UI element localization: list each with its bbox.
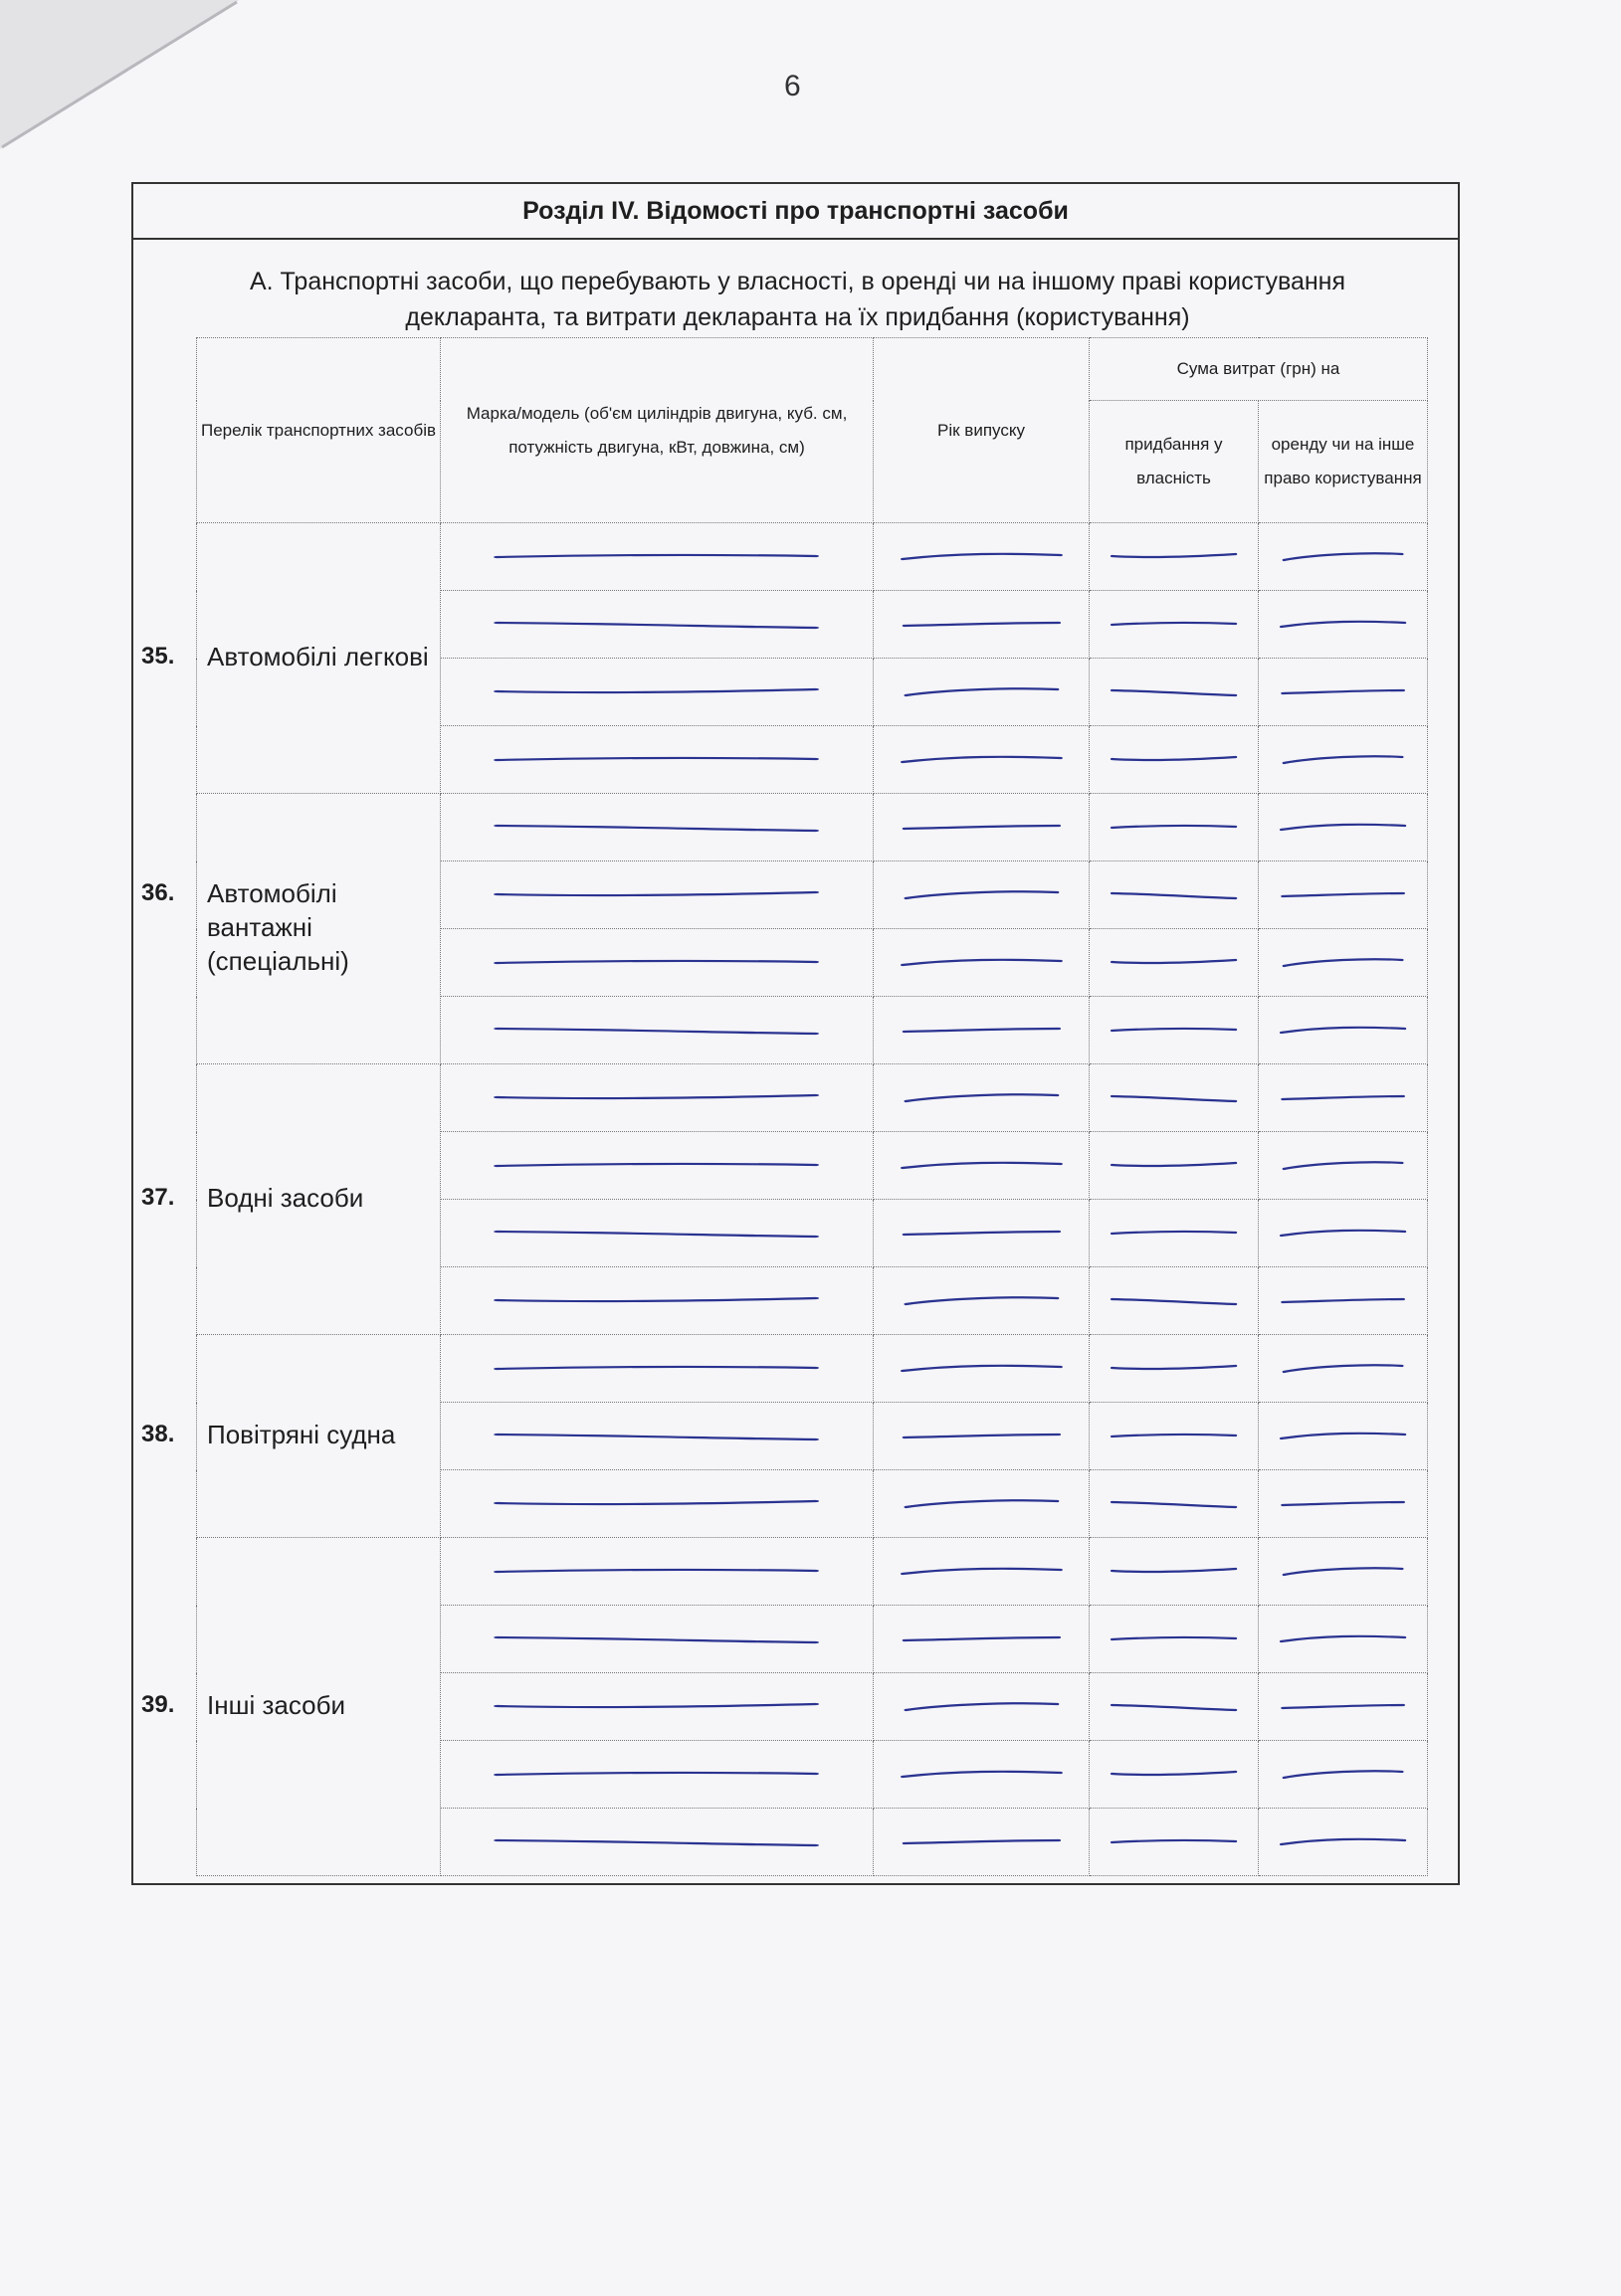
- empty-cell: [874, 794, 1090, 861]
- handwritten-dash-mark: [1276, 748, 1410, 772]
- handwritten-dash-mark: [896, 1492, 1068, 1516]
- empty-cell: [1259, 1335, 1428, 1403]
- empty-cell: [441, 861, 874, 929]
- empty-cell: [441, 1335, 874, 1403]
- handwritten-dash-mark: [896, 1154, 1068, 1178]
- category-number: 35.: [141, 642, 175, 670]
- handwritten-dash-mark: [1107, 1086, 1241, 1110]
- table-row: [197, 794, 1428, 861]
- category-number: 36.: [141, 878, 175, 906]
- empty-cell: [1090, 1200, 1259, 1267]
- category-cell: [141, 1538, 441, 1876]
- empty-cell: [874, 1403, 1090, 1470]
- section-title: Розділ IV. Відомості про транспортні засоби: [133, 184, 1458, 240]
- empty-cell: [1090, 591, 1259, 659]
- empty-cell: [1259, 1132, 1428, 1200]
- handwritten-dash-mark: [1107, 951, 1241, 975]
- empty-cell: [1090, 1809, 1259, 1876]
- handwritten-dash-mark: [896, 1357, 1068, 1381]
- handwritten-dash-mark: [1107, 1154, 1241, 1178]
- header-expenses-group: Сума витрат (грн) на: [1090, 338, 1428, 401]
- empty-cell: [1259, 726, 1428, 794]
- empty-cell: [441, 1538, 874, 1606]
- empty-cell: [1090, 1403, 1259, 1470]
- handwritten-dash-mark: [1107, 1627, 1241, 1651]
- handwritten-dash-mark: [1107, 545, 1241, 569]
- handwritten-dash-mark: [484, 1154, 829, 1178]
- empty-cell: [441, 1809, 874, 1876]
- section-frame: [131, 182, 1460, 1885]
- handwritten-dash-mark: [484, 1830, 829, 1854]
- empty-cell: [1090, 1064, 1259, 1132]
- handwritten-dash-mark: [896, 1627, 1068, 1651]
- empty-cell: [874, 861, 1090, 929]
- empty-cell: [1259, 1673, 1428, 1741]
- handwritten-dash-mark: [1276, 883, 1410, 907]
- empty-cell: [441, 1741, 874, 1809]
- empty-cell: [874, 1267, 1090, 1335]
- handwritten-dash-mark: [896, 1425, 1068, 1448]
- empty-cell: [441, 1200, 874, 1267]
- category-label: 37. Водні засоби: [141, 1182, 364, 1213]
- empty-cell: [441, 1064, 874, 1132]
- handwritten-dash-mark: [1276, 680, 1410, 704]
- empty-cell: [1259, 1470, 1428, 1538]
- empty-cell: [1259, 1200, 1428, 1267]
- handwritten-dash-mark: [1107, 1019, 1241, 1043]
- empty-cell: [441, 929, 874, 997]
- empty-cell: [1259, 861, 1428, 929]
- empty-cell: [441, 1403, 874, 1470]
- handwritten-dash-mark: [896, 1695, 1068, 1719]
- empty-cell: [874, 523, 1090, 591]
- subtitle-letter: А: [249, 268, 267, 295]
- empty-cell: [874, 1809, 1090, 1876]
- empty-cell: [1259, 929, 1428, 997]
- header-list: Перелік транспортних засобів: [197, 338, 441, 523]
- empty-cell: [441, 997, 874, 1064]
- empty-cell: [1259, 1606, 1428, 1673]
- empty-cell: [874, 659, 1090, 726]
- empty-cell: [1259, 1809, 1428, 1876]
- empty-cell: [1090, 1538, 1259, 1606]
- category-label: 35. Автомобілі легкові: [141, 641, 429, 671]
- handwritten-dash-mark: [484, 1763, 829, 1787]
- empty-cell: [441, 1470, 874, 1538]
- category-cell: [141, 1335, 441, 1538]
- handwritten-dash-mark: [1107, 680, 1241, 704]
- handwritten-dash-mark: [1276, 1627, 1410, 1651]
- handwritten-dash-mark: [1107, 1763, 1241, 1787]
- empty-cell: [1090, 1606, 1259, 1673]
- empty-cell: [441, 1606, 874, 1673]
- handwritten-dash-mark: [1276, 1086, 1410, 1110]
- empty-cell: [1090, 929, 1259, 997]
- empty-cell: [1090, 1267, 1259, 1335]
- table-row: [197, 1538, 1428, 1606]
- handwritten-dash-mark: [1107, 883, 1241, 907]
- handwritten-dash-mark: [1107, 613, 1241, 637]
- category-label: 38. Повітряні судна: [141, 1419, 396, 1449]
- handwritten-dash-mark: [896, 748, 1068, 772]
- handwritten-dash-mark: [1107, 1425, 1241, 1448]
- handwritten-dash-mark: [1276, 1289, 1410, 1313]
- section-subtitle: [183, 264, 1412, 335]
- category-number: 37.: [141, 1183, 175, 1211]
- empty-cell: [874, 1538, 1090, 1606]
- handwritten-dash-mark: [484, 1019, 829, 1043]
- empty-cell: [1090, 726, 1259, 794]
- handwritten-dash-mark: [1276, 1425, 1410, 1448]
- empty-cell: [1259, 1538, 1428, 1606]
- empty-cell: [441, 1267, 874, 1335]
- empty-cell: [441, 591, 874, 659]
- handwritten-dash-mark: [484, 1627, 829, 1651]
- handwritten-dash-mark: [1107, 1222, 1241, 1245]
- handwritten-dash-mark: [1107, 1830, 1241, 1854]
- empty-cell: [1090, 523, 1259, 591]
- handwritten-dash-mark: [1276, 1222, 1410, 1245]
- empty-cell: [441, 726, 874, 794]
- empty-cell: [1259, 523, 1428, 591]
- handwritten-dash-mark: [1107, 748, 1241, 772]
- empty-cell: [1090, 861, 1259, 929]
- empty-cell: [874, 591, 1090, 659]
- handwritten-dash-mark: [484, 1492, 829, 1516]
- handwritten-dash-mark: [1276, 951, 1410, 975]
- category-cell: [141, 1064, 441, 1335]
- empty-cell: [441, 1673, 874, 1741]
- category-cell: [141, 523, 441, 794]
- empty-cell: [441, 1132, 874, 1200]
- empty-cell: [1259, 794, 1428, 861]
- handwritten-dash-mark: [484, 680, 829, 704]
- handwritten-dash-mark: [896, 1289, 1068, 1313]
- empty-cell: [1259, 1267, 1428, 1335]
- handwritten-dash-mark: [896, 1830, 1068, 1854]
- table-row: [197, 1335, 1428, 1403]
- handwritten-dash-mark: [484, 613, 829, 637]
- handwritten-dash-mark: [1276, 545, 1410, 569]
- handwritten-dash-mark: [1276, 1830, 1410, 1854]
- handwritten-dash-mark: [1276, 1763, 1410, 1787]
- handwritten-dash-mark: [896, 613, 1068, 637]
- handwritten-dash-mark: [484, 883, 829, 907]
- handwritten-dash-mark: [896, 680, 1068, 704]
- vehicles-table: [141, 337, 1428, 1876]
- empty-cell: [1090, 659, 1259, 726]
- handwritten-dash-mark: [1276, 1560, 1410, 1584]
- empty-cell: [1259, 591, 1428, 659]
- empty-cell: [1090, 997, 1259, 1064]
- category-cell: [141, 794, 441, 1064]
- page-number: 6: [784, 70, 801, 102]
- header-year: Рік випуску: [874, 338, 1090, 523]
- empty-cell: [874, 1741, 1090, 1809]
- empty-cell: [441, 659, 874, 726]
- empty-cell: [874, 1673, 1090, 1741]
- empty-cell: [1090, 1470, 1259, 1538]
- empty-cell: [1259, 1741, 1428, 1809]
- empty-cell: [874, 1470, 1090, 1538]
- header-brand: Марка/модель (об'єм циліндрів двигуна, куб. см, потужність двигуна, кВт, довжина, см): [441, 338, 874, 523]
- handwritten-dash-mark: [896, 1763, 1068, 1787]
- table-row: [197, 1064, 1428, 1132]
- handwritten-dash-mark: [896, 1560, 1068, 1584]
- handwritten-dash-mark: [1276, 1695, 1410, 1719]
- handwritten-dash-mark: [484, 1086, 829, 1110]
- table-body: [141, 523, 1428, 1876]
- empty-cell: [1090, 1335, 1259, 1403]
- empty-cell: [1259, 659, 1428, 726]
- category-label: 36. Автомобілі вантажні (спеціальні): [141, 877, 349, 976]
- handwritten-dash-mark: [896, 816, 1068, 840]
- handwritten-dash-mark: [896, 1222, 1068, 1245]
- handwritten-dash-mark: [896, 1019, 1068, 1043]
- page-corner-fold: [0, 0, 259, 169]
- empty-cell: [1090, 1741, 1259, 1809]
- empty-cell: [874, 1064, 1090, 1132]
- handwritten-dash-mark: [484, 1357, 829, 1381]
- handwritten-dash-mark: [896, 951, 1068, 975]
- category-label: 39. Інші засоби: [141, 1689, 345, 1720]
- handwritten-dash-mark: [484, 545, 829, 569]
- handwritten-dash-mark: [484, 1222, 829, 1245]
- handwritten-dash-mark: [1276, 816, 1410, 840]
- handwritten-dash-mark: [1107, 1560, 1241, 1584]
- empty-cell: [441, 794, 874, 861]
- empty-cell: [874, 1335, 1090, 1403]
- handwritten-dash-mark: [896, 883, 1068, 907]
- empty-cell: [1090, 1132, 1259, 1200]
- handwritten-dash-mark: [484, 748, 829, 772]
- category-number: 39.: [141, 1690, 175, 1718]
- handwritten-dash-mark: [484, 816, 829, 840]
- handwritten-dash-mark: [1276, 613, 1410, 637]
- handwritten-dash-mark: [1276, 1357, 1410, 1381]
- handwritten-dash-mark: [1107, 1695, 1241, 1719]
- handwritten-dash-mark: [896, 545, 1068, 569]
- handwritten-dash-mark: [1107, 1357, 1241, 1381]
- header-purchase: придбання у власність: [1090, 401, 1259, 523]
- empty-cell: [874, 997, 1090, 1064]
- empty-cell: [1259, 1064, 1428, 1132]
- handwritten-dash-mark: [1107, 816, 1241, 840]
- handwritten-dash-mark: [484, 1425, 829, 1448]
- empty-cell: [441, 523, 874, 591]
- handwritten-dash-mark: [1107, 1492, 1241, 1516]
- handwritten-dash-mark: [484, 951, 829, 975]
- table-row: [197, 523, 1428, 591]
- category-number: 38.: [141, 1420, 175, 1447]
- empty-cell: [1259, 997, 1428, 1064]
- empty-cell: [1259, 1403, 1428, 1470]
- handwritten-dash-mark: [1276, 1019, 1410, 1043]
- empty-cell: [1090, 1673, 1259, 1741]
- empty-cell: [874, 1200, 1090, 1267]
- header-rent: оренду чи на інше право користування: [1259, 401, 1428, 523]
- handwritten-dash-mark: [484, 1560, 829, 1584]
- empty-cell: [874, 929, 1090, 997]
- empty-cell: [874, 726, 1090, 794]
- handwritten-dash-mark: [484, 1289, 829, 1313]
- empty-cell: [1090, 794, 1259, 861]
- empty-cell: [874, 1606, 1090, 1673]
- empty-cell: [874, 1132, 1090, 1200]
- handwritten-dash-mark: [484, 1695, 829, 1719]
- handwritten-dash-mark: [1276, 1154, 1410, 1178]
- handwritten-dash-mark: [1107, 1289, 1241, 1313]
- handwritten-dash-mark: [1276, 1492, 1410, 1516]
- handwritten-dash-mark: [896, 1086, 1068, 1110]
- subtitle-text: . Транспортні засоби, що перебувають у власності, в оренді чи на іншому праві користування декларанта, та витрати декларанта на їх придбання (користування): [266, 268, 1346, 331]
